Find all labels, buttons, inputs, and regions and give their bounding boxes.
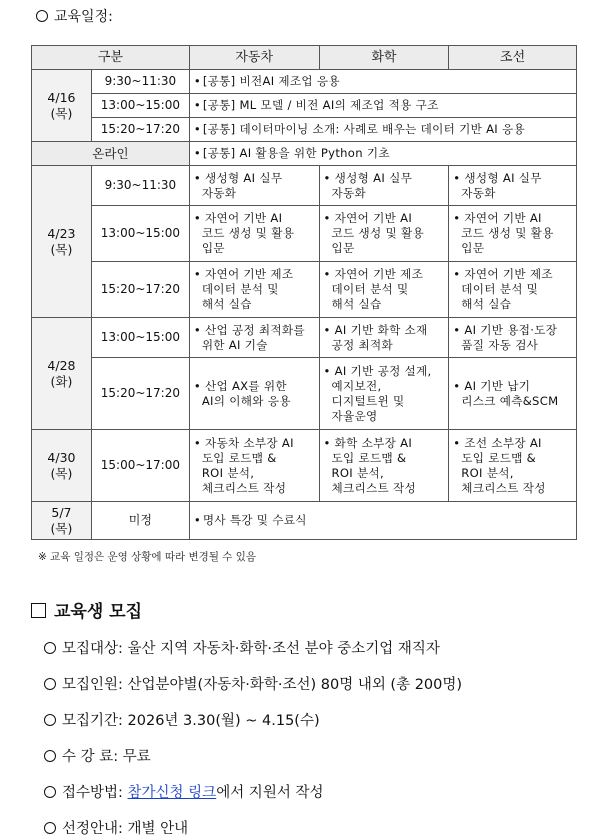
- session-cell-shipbuilding: • AI 기반 용접·도장 품질 자동 검사: [449, 318, 577, 358]
- session-cell-shipbuilding: • 자연어 기반 제조 데이터 분석 및 해석 실습: [449, 262, 577, 318]
- footnote: ※ 교육 일정은 운영 상황에 따라 변경될 수 있음: [38, 551, 257, 563]
- list-item: 접수방법: 참가신청 링크에서 지원서 작성: [44, 784, 462, 820]
- session-cell-chemical: • AI 기반 공정 설계, 예지보전, 디지털트윈 및 자율운영: [319, 358, 449, 430]
- table-row: [32, 502, 577, 540]
- section-title: 교육생 모집: [54, 602, 143, 622]
- circle-bullet-icon: [44, 786, 56, 798]
- online-label: 온라인: [32, 142, 190, 166]
- session-cell-automotive: • 생성형 AI 실무 자동화: [189, 166, 319, 206]
- list-item: 모집대상: 울산 지역 자동차·화학·조선 분야 중소기업 재직자: [44, 640, 462, 676]
- table-row: [32, 262, 577, 318]
- time-cell: 13:00~15:00: [91, 206, 189, 262]
- table-row: [32, 430, 577, 502]
- schedule-heading: [36, 6, 113, 26]
- session-cell-automotive: • 자동차 소부장 AI 도입 로드맵 & ROI 분석, 체크리스트 작성: [189, 430, 319, 502]
- header-category: 구분: [32, 46, 190, 70]
- circle-bullet-icon: [44, 822, 56, 834]
- square-bullet-icon: [31, 603, 46, 618]
- circle-bullet-icon: [44, 678, 56, 690]
- list-item: 모집기간: 2026년 3.30(월) ~ 4.15(수): [44, 712, 462, 748]
- header-chemical: 화학: [319, 46, 449, 70]
- date-cell: 5/7 (목): [32, 502, 92, 540]
- date-cell: 4/28 (화): [32, 318, 92, 430]
- session-cell: • [공통] ML 모델 / 비전 AI의 제조업 적용 구조: [189, 94, 576, 118]
- time-cell: 9:30~11:30: [91, 166, 189, 206]
- session-cell-chemical: • 화학 소부장 AI 도입 로드맵 & ROI 분석, 체크리스트 작성: [319, 430, 449, 502]
- table-row: [32, 318, 577, 358]
- apply-link[interactable]: 참가신청 링크: [127, 785, 217, 801]
- date-cell: 4/16 (목): [32, 70, 92, 142]
- table-row: [32, 166, 577, 206]
- time-cell: 15:20~17:20: [91, 262, 189, 318]
- table-row: [32, 142, 577, 166]
- section-heading: [31, 597, 142, 622]
- time-cell: 15:20~17:20: [91, 358, 189, 430]
- list-item: 수 강 료: 무료: [44, 748, 462, 784]
- session-cell-chemical: • AI 기반 화학 소재 공정 최적화: [319, 318, 449, 358]
- recruit-list: [44, 640, 462, 840]
- table-row: [32, 118, 577, 142]
- list-item: 선정안내: 개별 안내: [44, 820, 462, 840]
- circle-bullet-icon: [36, 10, 48, 22]
- session-cell-shipbuilding: • 조선 소부장 AI 도입 로드맵 & ROI 분석, 체크리스트 작성: [449, 430, 577, 502]
- session-cell-shipbuilding: • 생성형 AI 실무 자동화: [449, 166, 577, 206]
- circle-bullet-icon: [44, 750, 56, 762]
- session-cell-automotive: • 산업 AX를 위한 AI의 이해와 응용: [189, 358, 319, 430]
- session-cell-chemical: • 생성형 AI 실무 자동화: [319, 166, 449, 206]
- session-cell: • [공통] 비전AI 제조업 응용: [189, 70, 576, 94]
- date-cell: 4/30 (목): [32, 430, 92, 502]
- session-cell-chemical: • 자연어 기반 제조 데이터 분석 및 해석 실습: [319, 262, 449, 318]
- circle-bullet-icon: [44, 642, 56, 654]
- session-cell-chemical: • 자연어 기반 AI 코드 생성 및 활용 입문: [319, 206, 449, 262]
- list-item: 모집인원: 산업분야별(자동차·화학·조선) 80명 내외 (총 200명): [44, 676, 462, 712]
- time-cell: 9:30~11:30: [91, 70, 189, 94]
- table-row: [32, 94, 577, 118]
- time-cell: 13:00~15:00: [91, 94, 189, 118]
- header-shipbuilding: 조선: [449, 46, 577, 70]
- table-row: [32, 70, 577, 94]
- table-header-row: [32, 46, 577, 70]
- time-cell: 15:00~17:00: [91, 430, 189, 502]
- schedule-heading-text: 교육일정:: [54, 9, 113, 25]
- time-cell: 13:00~15:00: [91, 318, 189, 358]
- time-cell: 15:20~17:20: [91, 118, 189, 142]
- session-cell: • 명사 특강 및 수료식: [189, 502, 576, 540]
- session-cell: • [공통] 데이터마이닝 소개: 사례로 배우는 데이터 기반 AI 응용: [189, 118, 576, 142]
- session-cell-shipbuilding: • 자연어 기반 AI 코드 생성 및 활용 입문: [449, 206, 577, 262]
- circle-bullet-icon: [44, 714, 56, 726]
- session-cell-automotive: • 산업 공정 최적화를 위한 AI 기술: [189, 318, 319, 358]
- session-cell: • [공통] AI 활용을 위한 Python 기초: [189, 142, 576, 166]
- schedule-table: [31, 45, 577, 540]
- date-cell: 4/23 (목): [32, 166, 92, 318]
- session-cell-automotive: • 자연어 기반 제조 데이터 분석 및 해석 실습: [189, 262, 319, 318]
- header-automotive: 자동차: [189, 46, 319, 70]
- time-cell: 미정: [91, 502, 189, 540]
- table-row: [32, 206, 577, 262]
- session-cell-shipbuilding: • AI 기반 납기 리스크 예측&SCM: [449, 358, 577, 430]
- table-row: [32, 358, 577, 430]
- session-cell-automotive: • 자연어 기반 AI 코드 생성 및 활용 입문: [189, 206, 319, 262]
